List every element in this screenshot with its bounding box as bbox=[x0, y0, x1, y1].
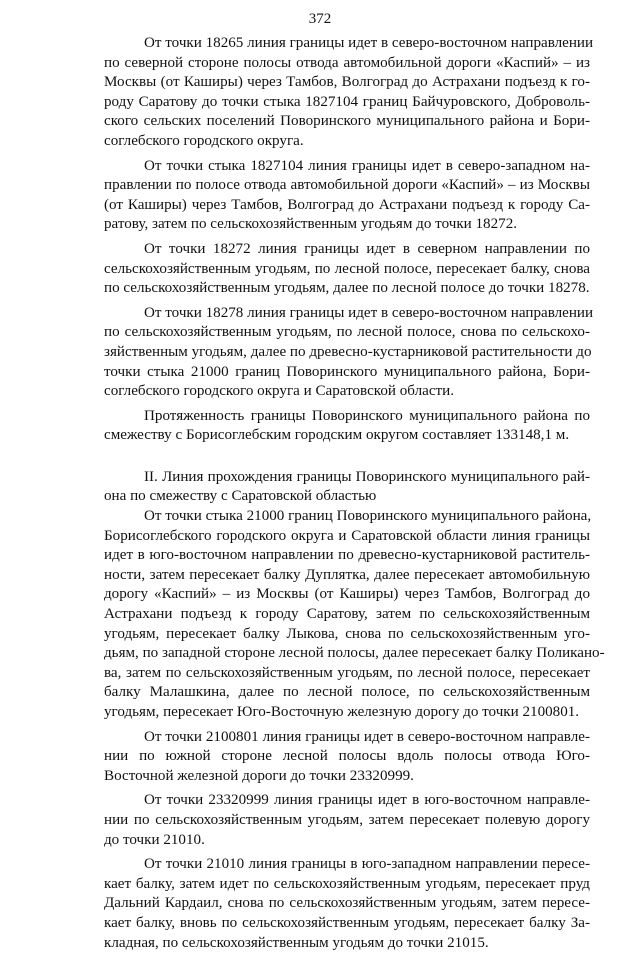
paragraph-line: От точки 23320999 линия границы идет в юго-восточном направле- bbox=[144, 792, 590, 809]
section-heading bbox=[104, 468, 590, 507]
section-heading-line: она по смежеству с Саратовской областью bbox=[104, 488, 377, 505]
paragraph-line: соглебского городского округа. bbox=[104, 132, 304, 149]
paragraph-line: От точки стыка 1827104 линия границы идет в северо-западном на- bbox=[144, 157, 590, 174]
paragraph-line: нии по южной стороне лесной полосы вдоль полосы отвода Юго- bbox=[104, 748, 590, 765]
paragraph-line: дьям, по западной стороне лесной полосы, далее пересекает балку Поликано- bbox=[104, 645, 605, 662]
paragraph-line: От точки стыка 21000 границ Поворинского муниципального района, bbox=[144, 508, 592, 525]
paragraph-line: дорогу «Каспий» – из Москвы (от Каширы) через Тамбов, Волгоград до bbox=[104, 586, 590, 603]
paragraph-line: Москвы (от Каширы) через Тамбов, Волгоград до Астрахани подъезд к го- bbox=[104, 74, 590, 91]
paragraph-line: кает балку, затем идет по сельскохозяйственным угодьям, пересекает пруд bbox=[104, 875, 590, 892]
paragraph-line: Протяженность границы Поворинского муниципального района по bbox=[144, 407, 590, 424]
paragraph-line: Дальний Кардаил, снова по сельскохозяйственным угодьям, затем пересе- bbox=[104, 895, 590, 912]
paragraph-line: балку Малашкина, далее по лесной полосе, по сельскохозяйственным bbox=[104, 684, 590, 701]
paragraph-5 bbox=[104, 407, 590, 446]
section-heading-line: II. Линия прохождения границы Поворинского муниципального рай- bbox=[144, 468, 590, 485]
paragraph-line: точки стыка 21000 границ Поворинского муниципального района, Бори- bbox=[104, 363, 590, 380]
paragraph-line: Восточной железной дороги до точки 23320999. bbox=[104, 767, 414, 784]
page-number: 372 bbox=[308, 11, 332, 27]
paragraph-line: ратову, затем по сельскохозяйственным угодьям до точки 18272. bbox=[104, 216, 518, 233]
paragraph-line: От точки 18265 линия границы идет в северо-восточном направлении bbox=[144, 35, 594, 51]
paragraph-line: кладная, по сельскохозяйственным угодьям до точки 21015. bbox=[104, 934, 489, 951]
paragraph-line: роду Саратову до точки стыка 1827104 границ Байчуровского, Доброволь- bbox=[104, 93, 590, 110]
paragraph-line: От точки 2100801 линия границы идет в северо-восточном направле- bbox=[144, 728, 590, 745]
paragraph-line: соглебского городского округа и Саратовской области. bbox=[104, 383, 454, 400]
paragraph-line: по сельскохозяйственным угодьям, по лесной полосе, снова по сельскохо- bbox=[104, 324, 590, 341]
paragraph-line: до точки 21010. bbox=[104, 831, 205, 848]
paragraph-line: Борисоглебского городского округа и Саратовской области линия границы bbox=[104, 527, 590, 544]
paragraph-line: по сельскохозяйственным угодьям, далее по лесной полосе до точки 18278. bbox=[104, 280, 590, 297]
paragraph-8 bbox=[104, 791, 590, 850]
paragraph-line: правлении по полосе отвода автомобильной дороги «Каспий» – из Москвы bbox=[104, 177, 590, 194]
paragraph-line: кает балку, вновь по сельскохозяйственным угодьям, пересекает балку За- bbox=[104, 914, 590, 931]
paragraph-2 bbox=[104, 157, 590, 235]
paragraph-line: идет в юго-восточном направлении по древесно-кустарниковой раститель- bbox=[104, 547, 590, 564]
paragraph-line: От точки 18272 линия границы идет в северном направлении по bbox=[144, 240, 590, 257]
paragraph-line: нии по сельскохозяйственным угодьям, затем пересекает полевую дорогу bbox=[104, 811, 590, 828]
paragraph-4 bbox=[104, 304, 594, 402]
paragraph-line: ности, затем пересекает балку Дуплятка, далее пересекает автомобильную bbox=[104, 566, 590, 583]
paragraph-6 bbox=[104, 507, 605, 723]
paragraph-line: Астрахани подъезд к городу Саратову, затем по сельскохозяйственным bbox=[104, 606, 590, 623]
paragraph-line: сельскохозяйственным угодьям, по лесной полосе, пересекает балку, снова bbox=[104, 260, 590, 277]
paragraph-line: угодьям, пересекает балку Лыкова, снова по сельскохозяйственным уго- bbox=[104, 625, 590, 642]
paragraph-1 bbox=[104, 34, 594, 152]
paragraph-line: зяйственным угодьям, далее по древесно-кустарниковой растительности до bbox=[104, 343, 592, 360]
paragraph-line: От точки 18278 линия границы идет в северо-восточном направлении bbox=[144, 304, 594, 321]
document-body bbox=[104, 34, 605, 953]
paragraph-line: (от Каширы) через Тамбов, Волгоград до Астрахани подъезд к городу Са- bbox=[104, 196, 590, 213]
paragraph-line: ского сельских поселений Поворинского муниципального района и Бори- bbox=[104, 113, 590, 130]
paragraph-9 bbox=[104, 855, 590, 953]
paragraph-line: по северной стороне полосы отвода автомобильной дороги «Каспий» – из bbox=[104, 54, 590, 71]
paragraph-7 bbox=[104, 728, 590, 787]
paragraph-line: От точки 21010 линия границы в юго-западном направлении пересе- bbox=[144, 856, 590, 873]
paragraph-3 bbox=[104, 240, 590, 299]
paragraph-line: смежеству с Борисоглебским городским округом составляет 133148,1 м. bbox=[104, 427, 570, 444]
paragraph-line: угодьям, пересекает Юго-Восточную железную дорогу до точки 2100801. bbox=[104, 704, 580, 720]
paragraph-line: ва, затем по сельскохозяйственным угодьям, по лесной полосе, пересекает bbox=[104, 664, 590, 681]
